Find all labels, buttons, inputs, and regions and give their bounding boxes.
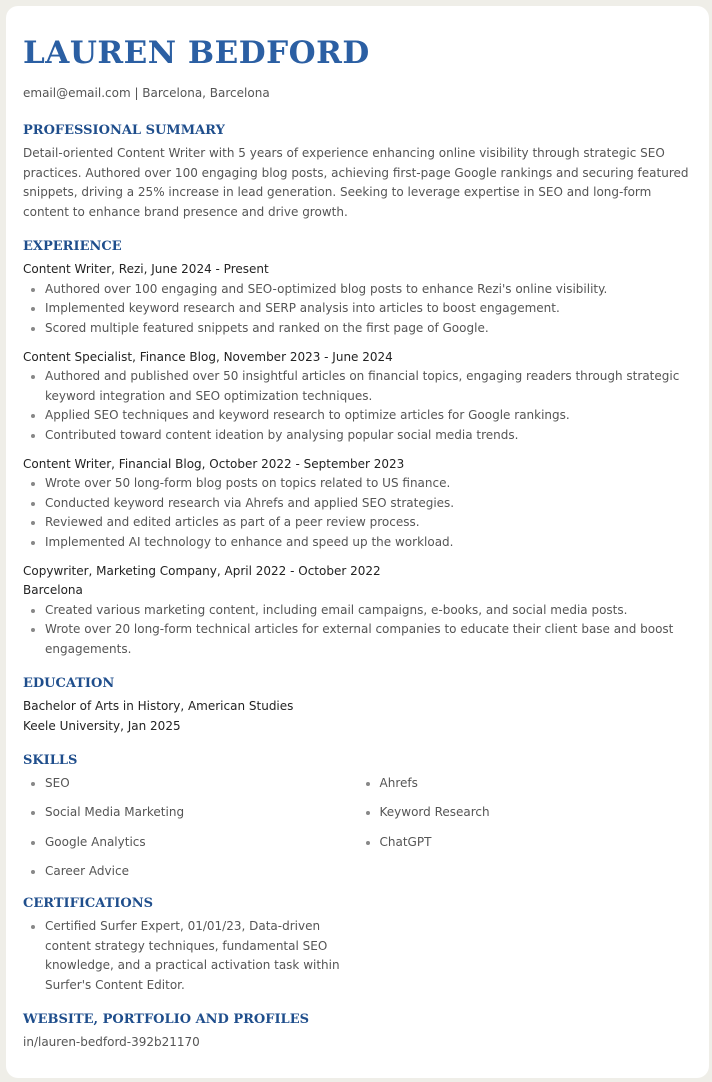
job-bullets <box>23 474 692 552</box>
experience-heading: EXPERIENCE <box>23 239 122 254</box>
certification-item: • Certified Surfer Expert, 01/01/23, Data-driven content strategy techniques, fundamental SEO knowledge, and a practical activation task within Surfer's Content Editor. <box>45 917 345 995</box>
job-heading: Content Writer, Rezi, June 2024 - Present <box>23 262 269 276</box>
list-item: • Wrote over 50 long-form blog posts on topics related to US finance. <box>45 474 692 494</box>
degree: Bachelor of Arts in History, American Studies <box>23 699 294 713</box>
skills-left-column <box>23 774 358 891</box>
list-item: • Authored and published over 50 insightful articles on financial topics, engaging readers through strategic keyword integration and SEO optimization techniques. <box>45 367 692 406</box>
job-entry <box>23 260 692 338</box>
job-entry <box>23 562 692 660</box>
profile-link[interactable]: in/lauren-bedford-392b21170 <box>23 1035 200 1050</box>
education-heading: EDUCATION <box>23 676 115 691</box>
education-section <box>23 675 692 736</box>
skill-item: • Social Media Marketing <box>45 803 358 823</box>
candidate-name: LAUREN BEDFORD <box>23 35 370 71</box>
certifications-list <box>23 917 345 995</box>
skill-item: • Career Advice <box>45 862 358 882</box>
job-bullets <box>23 367 692 445</box>
skills-right-column <box>358 774 693 891</box>
summary-heading: PROFESSIONAL SUMMARY <box>23 123 225 138</box>
skills-section <box>23 752 692 891</box>
list-item: • Conducted keyword research via Ahrefs and applied SEO strategies. <box>45 494 692 514</box>
skill-item: • ChatGPT <box>380 833 693 853</box>
links-section <box>23 1011 692 1053</box>
job-bullets <box>23 601 692 660</box>
job-heading: Content Specialist, Finance Blog, November 2023 - June 2024 <box>23 349 393 364</box>
list-item: • Authored over 100 engaging and SEO-optimized blog posts to enhance Rezi's online visibility. <box>45 280 692 300</box>
job-heading: Copywriter, Marketing Company, April 2022 - October 2022 <box>23 563 381 578</box>
job-location: Barcelona <box>23 583 83 597</box>
contact-line: email@email.com | Barcelona, Barcelona <box>23 86 270 100</box>
school: Keele University, Jan 2025 <box>23 718 181 733</box>
skill-item: • SEO <box>45 774 358 794</box>
list-item: • Reviewed and edited articles as part of a peer review process. <box>45 513 692 533</box>
skills-heading: SKILLS <box>23 753 78 768</box>
list-item: • Applied SEO techniques and keyword research to optimize articles for Google rankings. <box>45 406 692 426</box>
skill-item: • Keyword Research <box>380 803 693 823</box>
resume-page <box>6 6 709 1078</box>
list-item: • Scored multiple featured snippets and ranked on the first page of Google. <box>45 319 692 339</box>
skill-item: • Google Analytics <box>45 833 358 853</box>
list-item: • Implemented AI technology to enhance and speed up the workload. <box>45 533 692 553</box>
summary-section <box>23 122 692 222</box>
job-entry <box>23 455 692 553</box>
list-item: • Contributed toward content ideation by analysing popular social media trends. <box>45 426 692 446</box>
job-bullets <box>23 280 692 339</box>
list-item: • Created various marketing content, including email campaigns, e-books, and social media posts. <box>45 601 692 621</box>
job-heading: Content Writer, Financial Blog, October 2022 - September 2023 <box>23 456 405 471</box>
certifications-section <box>23 895 692 995</box>
list-item: • Wrote over 20 long-form technical articles for external companies to educate their client base and boost engagements. <box>45 620 692 659</box>
list-item: • Implemented keyword research and SERP analysis into articles to boost engagement. <box>45 299 692 319</box>
job-entry <box>23 348 692 446</box>
skill-item: • Ahrefs <box>380 774 693 794</box>
summary-text: Detail-oriented Content Writer with 5 years of experience enhancing online visibility through strategic SEO practices. Authored over 100 engaging blog posts, achieving first-page Google rankings and securing featured snippets, driving a 25% increase in lead generation. Seeking to leverage expertise in SEO and long-form content to enhance brand presence and drive growth. <box>23 146 689 219</box>
certifications-heading: CERTIFICATIONS <box>23 896 153 912</box>
links-heading: WEBSITE, PORTFOLIO AND PROFILES <box>23 1012 309 1028</box>
skills-grid <box>23 774 692 891</box>
experience-section <box>23 238 692 659</box>
